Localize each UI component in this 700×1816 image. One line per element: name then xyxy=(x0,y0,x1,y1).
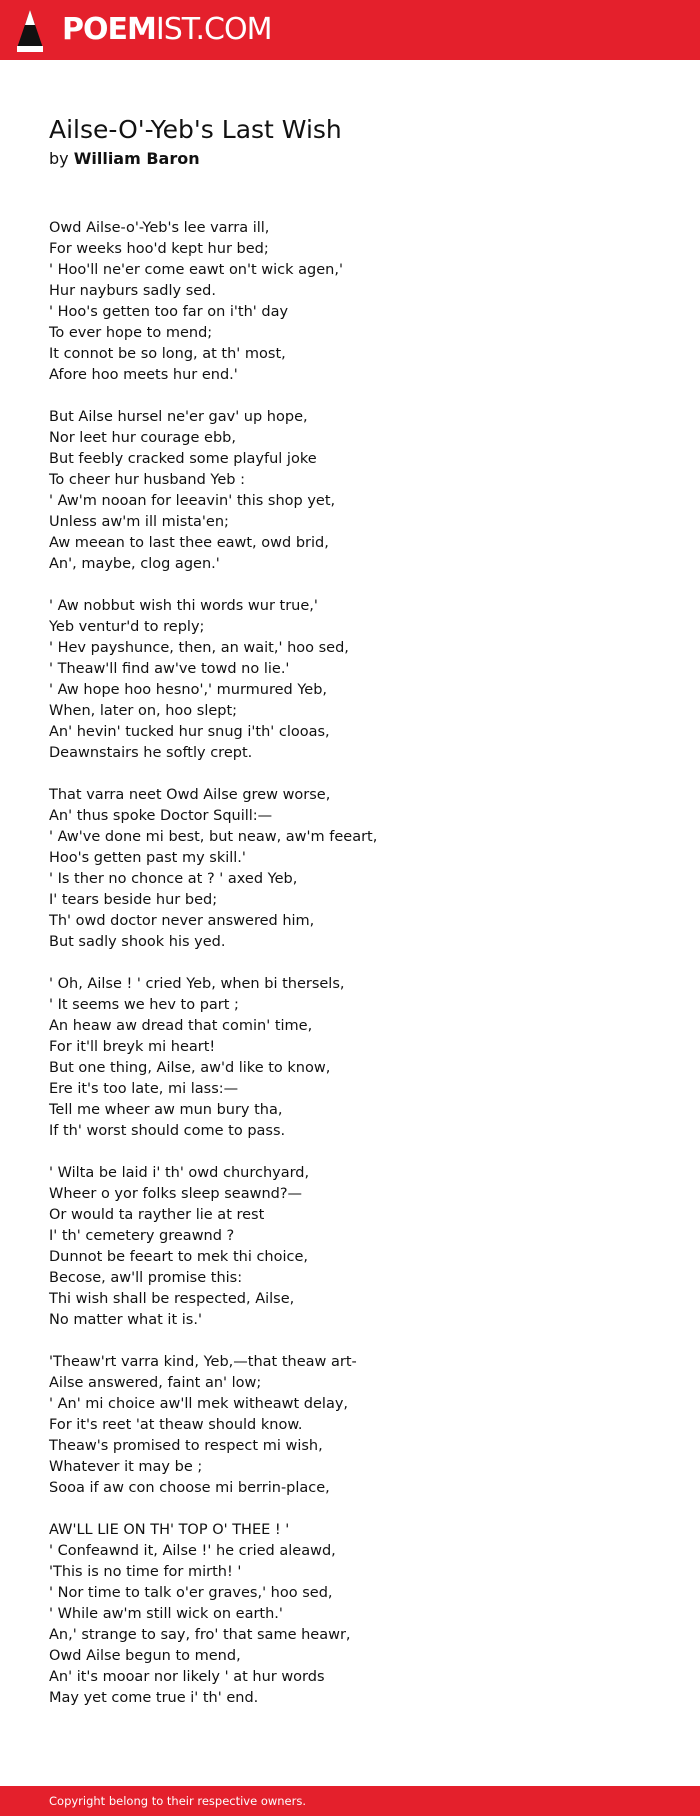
poem-line: It connot be so long, at th' most, xyxy=(49,346,286,362)
byline xyxy=(49,148,200,170)
poem-line: Thi wish shall be respected, Ailse, xyxy=(49,1291,295,1307)
poem-line: Becose, aw'll promise this: xyxy=(49,1270,243,1286)
poem-line: 'This is no time for mirth! ' xyxy=(49,1564,242,1580)
poem-line: Yeb ventur'd to reply; xyxy=(49,619,205,635)
by-label: by xyxy=(49,149,69,168)
stanza xyxy=(49,1520,649,1709)
poem-line: For it'll breyk mi heart! xyxy=(49,1039,216,1055)
poem-line: Nor leet hur courage ebb, xyxy=(49,430,236,446)
poem-line: Tell me wheer aw mun bury tha, xyxy=(49,1102,283,1118)
poem-line: Theaw's promised to respect mi wish, xyxy=(49,1438,323,1454)
poem-line: ' Is ther no chonce at ? ' axed Yeb, xyxy=(49,871,298,887)
poem-line: Hur nayburs sadly sed. xyxy=(49,283,216,299)
stanza xyxy=(49,785,649,953)
poem-line: Ere it's too late, mi lass:— xyxy=(49,1081,239,1097)
poem-line: When, later on, hoo slept; xyxy=(49,703,238,719)
poem-line: Ailse answered, faint an' low; xyxy=(49,1375,262,1391)
poem-line: But sadly shook his yed. xyxy=(49,934,226,950)
poem-line: I' th' cemetery greawnd ? xyxy=(49,1228,235,1244)
poem-line: For weeks hoo'd kept hur bed; xyxy=(49,241,269,257)
poem-line: Wheer o yor folks sleep seawnd?— xyxy=(49,1186,303,1202)
poem-line: But Ailse hursel ne'er gav' up hope, xyxy=(49,409,308,425)
poem-line: ' Nor time to talk o'er graves,' hoo sed, xyxy=(49,1585,333,1601)
poem-line: ' Theaw'll find aw've towd no lie.' xyxy=(49,661,290,677)
stanza xyxy=(49,1163,649,1331)
pencil-tip-icon[interactable] xyxy=(17,10,43,52)
brand-light-text: IST.COM xyxy=(155,12,272,47)
footer-bar xyxy=(0,1786,700,1816)
poem-line: ' While aw'm still wick on earth.' xyxy=(49,1606,283,1622)
stanza xyxy=(49,218,649,386)
poem-body xyxy=(49,218,649,1730)
poem-line: ' Hoo's getten too far on i'th' day xyxy=(49,304,289,320)
poem-line: I' tears beside hur bed; xyxy=(49,892,218,908)
author-name: William Baron xyxy=(73,149,200,168)
poem-line: Owd Ailse begun to mend, xyxy=(49,1648,241,1664)
poem-line: ' Aw hope hoo hesno',' murmured Yeb, xyxy=(49,682,328,698)
poem-line: ' It seems we hev to part ; xyxy=(49,997,239,1013)
poem-line: But one thing, Ailse, aw'd like to know, xyxy=(49,1060,331,1076)
poem-line: For it's reet 'at theaw should know. xyxy=(49,1417,303,1433)
poem-line: ' Confeawnd it, Ailse !' he cried aleawd, xyxy=(49,1543,336,1559)
poem-line: An', maybe, clog agen.' xyxy=(49,556,220,572)
stanza xyxy=(49,1352,649,1499)
poem-line: But feebly cracked some playful joke xyxy=(49,451,317,467)
poem-line: Hoo's getten past my skill.' xyxy=(49,850,246,866)
poem-line: If th' worst should come to pass. xyxy=(49,1123,286,1139)
poem-line: ' Wilta be laid i' th' owd churchyard, xyxy=(49,1165,310,1181)
poem-line: Owd Ailse-o'-Yeb's lee varra ill, xyxy=(49,220,270,236)
poem-line: An' it's mooar nor likely ' at hur words xyxy=(49,1669,325,1685)
poem-line: Th' owd doctor never answered him, xyxy=(49,913,315,929)
poem-line: ' Hev payshunce, then, an wait,' hoo sed, xyxy=(49,640,349,656)
poem-line: ' Aw've done mi best, but neaw, aw'm feeart, xyxy=(49,829,378,845)
poem-line: Afore hoo meets hur end.' xyxy=(49,367,238,383)
poem-line: No matter what it is.' xyxy=(49,1312,202,1328)
poem-line: ' An' mi choice aw'll mek witheawt delay, xyxy=(49,1396,349,1412)
poem-line: ' Aw'm nooan for leeavin' this shop yet, xyxy=(49,493,336,509)
copyright-text: Copyright belong to their respective owners. xyxy=(49,1794,307,1808)
poem-line: Or would ta rayther lie at rest xyxy=(49,1207,265,1223)
poem-line: Deawnstairs he softly crept. xyxy=(49,745,253,761)
site-logo[interactable] xyxy=(62,12,271,48)
poem-line: Whatever it may be ; xyxy=(49,1459,203,1475)
poem-line: ' Oh, Ailse ! ' cried Yeb, when bi thersels, xyxy=(49,976,345,992)
poem-title: Ailse-O'-Yeb's Last Wish xyxy=(49,115,342,144)
poem-line: An' hevin' tucked hur snug i'th' clooas, xyxy=(49,724,330,740)
poem-line: Aw meean to last thee eawt, owd brid, xyxy=(49,535,329,551)
stanza xyxy=(49,974,649,1142)
poem-line: ' Hoo'll ne'er come eawt on't wick agen,' xyxy=(49,262,343,278)
poem-line: To ever hope to mend; xyxy=(49,325,213,341)
poem-line: Dunnot be feeart to mek thi choice, xyxy=(49,1249,309,1265)
poem-line: That varra neet Owd Ailse grew worse, xyxy=(49,787,331,803)
poem-line: To cheer hur husband Yeb : xyxy=(49,472,245,488)
poem-line: AW'LL LIE ON TH' TOP O' THEE ! ' xyxy=(49,1522,290,1538)
poem-line: An heaw aw dread that comin' time, xyxy=(49,1018,313,1034)
stanza xyxy=(49,407,649,575)
poem-line: An' thus spoke Doctor Squill:— xyxy=(49,808,273,824)
poem-line: An,' strange to say, fro' that same heawr, xyxy=(49,1627,351,1643)
poem-line: ' Aw nobbut wish thi words wur true,' xyxy=(49,598,318,614)
stanza xyxy=(49,596,649,764)
top-bar xyxy=(0,0,700,60)
poem-line: Unless aw'm ill mista'en; xyxy=(49,514,229,530)
brand-bold-text: POEM xyxy=(62,12,156,47)
poem-line: May yet come true i' th' end. xyxy=(49,1690,259,1706)
poem-line: Sooa if aw con choose mi berrin-place, xyxy=(49,1480,330,1496)
poem-line: 'Theaw'rt varra kind, Yeb,—that theaw art- xyxy=(49,1354,357,1370)
